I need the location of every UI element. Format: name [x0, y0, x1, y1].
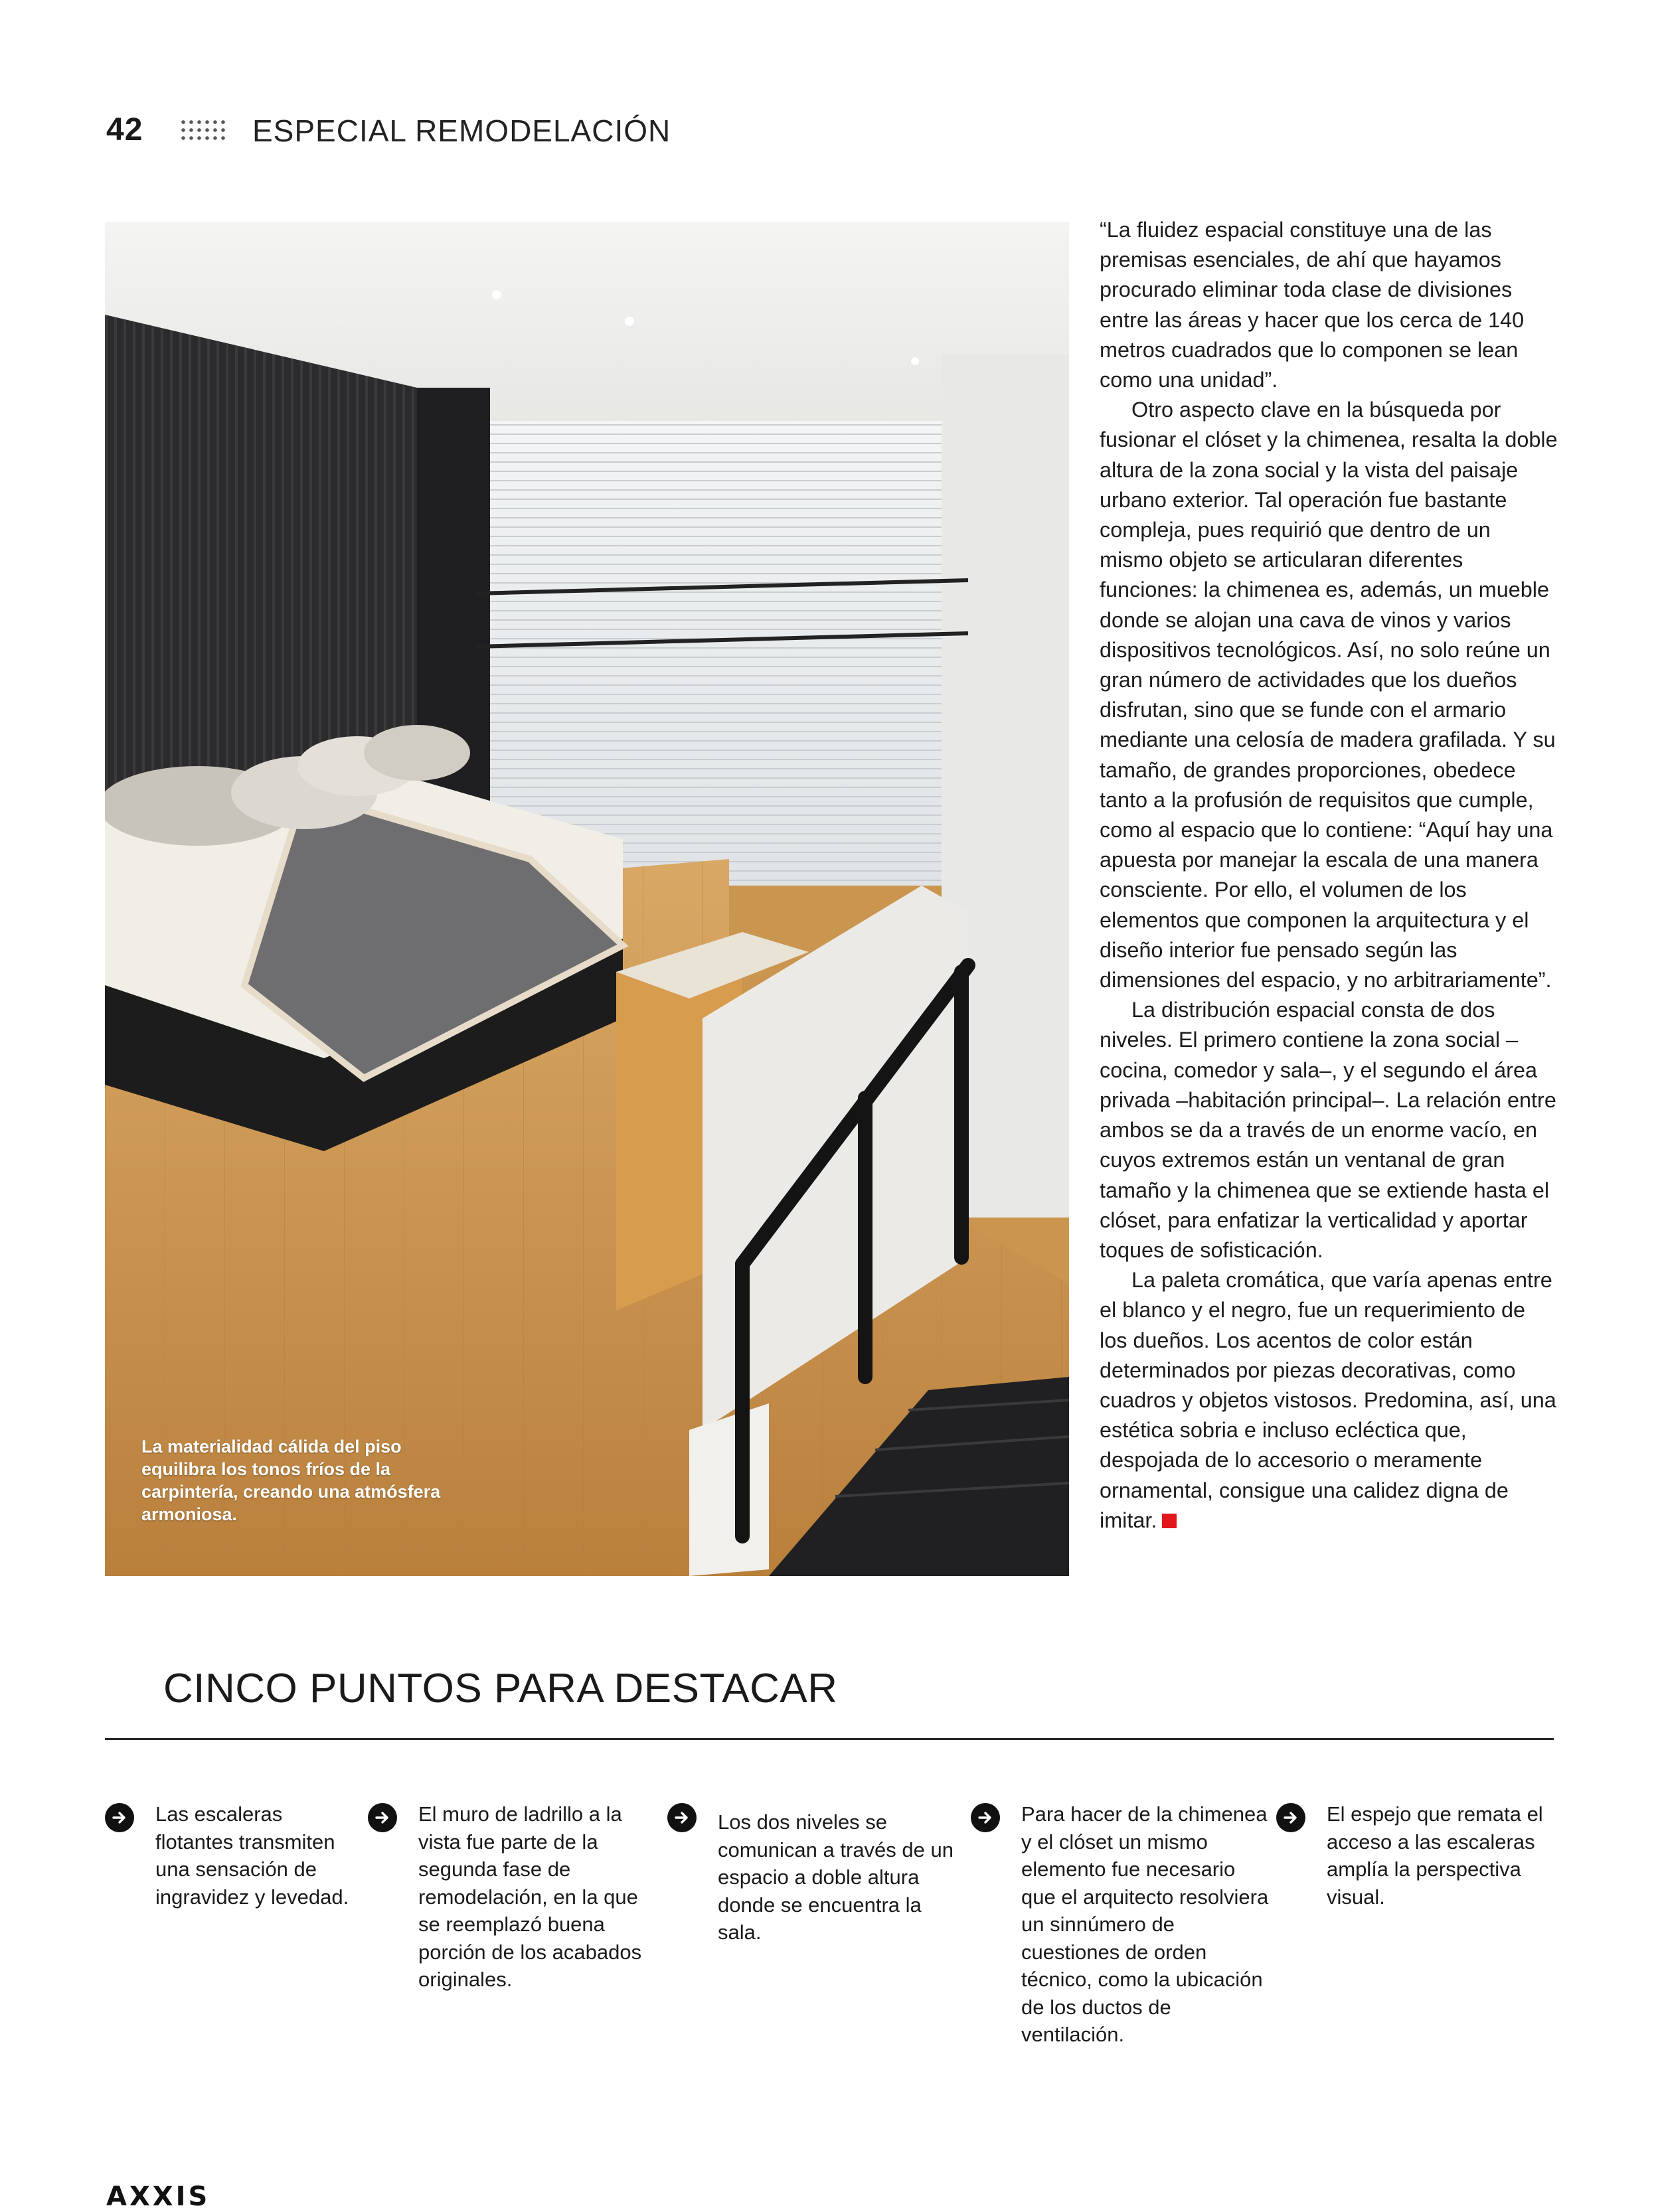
photo-caption: La materialidad cálida del piso equilibra los tonos fríos de la carpintería, creando una atmósfera armoniosa. [141, 1437, 441, 1524]
point-text: Los dos niveles se comunican a través de un espacio a doble altura donde se encuentra la sala. [718, 1810, 954, 1944]
dot-grid-ornament [179, 118, 227, 143]
arrow-right-icon [667, 1803, 697, 1832]
section-title: ESPECIAL REMODELACIÓN [252, 114, 671, 148]
bedroom-photo [105, 222, 1069, 1576]
point-text: El espejo que remata el acceso a las escaleras amplía la perspectiva visual. [1327, 1802, 1543, 1909]
brand-logo: AXXIS [106, 2181, 210, 2212]
section-divider [105, 1738, 1554, 1740]
article-paragraph: La distribución espacial consta de dos niveles. El primero contiene la zona social –cocina, comedor y sala–, y el segundo el área privada –habitación principal–. La relación entre ambos se da a través de un enorme vacío, en cuyos extremos están un ventanal de gran tamaño y la chimenea que se extiende hasta el clóset, para enfatizar la verticalidad y aportar toques de sofisticación. [1100, 998, 1556, 1262]
article-last-paragraph [1100, 1265, 1558, 1536]
point-text: Para hacer de la chimenea y el clóset un mismo elemento fue necesario que el arquitecto resolviera un sinnúmero de cuestiones de orden técnico, como la ubicación de los ductos de ventilación. [1021, 1802, 1269, 2046]
point-text: Las escaleras flotantes transmiten una sensación de ingravidez y levedad. [155, 1802, 349, 1909]
points-section-title: CINCO PUNTOS PARA DESTACAR [163, 1666, 838, 1711]
arrow-right-icon [368, 1803, 397, 1832]
page-number: 42 [106, 112, 143, 147]
arrow-right-icon [105, 1803, 134, 1832]
bedroom-illustration [105, 222, 1069, 1576]
end-of-article-square-icon [1162, 1514, 1177, 1528]
article-paragraph-text: La paleta cromática, que varía apenas entre el blanco y el negro, fue un requerimiento de los dueños. Los acentos de color están determinados por piezas decorativas, como cuadros y objetos vistosos. Predomina, así, una estética sobria e incluso ecléctica que, despojada de lo accesorio o meramente ornamental, consigue una calidez digna de imitar. [1100, 1268, 1556, 1532]
article-body [1100, 215, 1558, 1536]
arrow-right-icon [971, 1803, 1000, 1832]
arrow-right-icon [1276, 1803, 1305, 1832]
point-text: El muro de ladrillo a la vista fue parte de la segunda fase de remodelación, en la que se reemplazó buena porción de los acabados originales. [418, 1802, 642, 1991]
article-paragraph: “La fluidez espacial constituye una de las premisas esenciales, de ahí que hayamos procurado eliminar toda clase de divisiones entre las áreas y hacer que los cerca de 140 metros cuadrados que lo componen se lean como una unidad”. [1100, 218, 1525, 392]
article-paragraph: Otro aspecto clave en la búsqueda por fusionar el clóset y la chimenea, resalta la doble altura de la zona social y la vista del paisaje urbano exterior. Tal operación fue bastante compleja, pues requirió que dentro de un mismo objeto se articularan diferentes funciones: la chimenea es, además, un mueble donde se alojan una cava de vinos y varios dispositivos tecnológicos. Así, no solo reúne un gran número de actividades que los dueños disfrutan, sino que se funde con el armario mediante una celosía de madera grafilada. Y su tamaño, de grandes proporciones, obedece tanto a la profusión de requisitos que cumple, como al espacio que lo contiene: “Aquí hay una apuesta por manejar la escala de una manera consciente. Por ello, el volumen de los elementos que componen la arquitectura y el diseño interior fue pensado según las dimensiones del espacio, y no arbitrariamente”. [1100, 398, 1558, 992]
